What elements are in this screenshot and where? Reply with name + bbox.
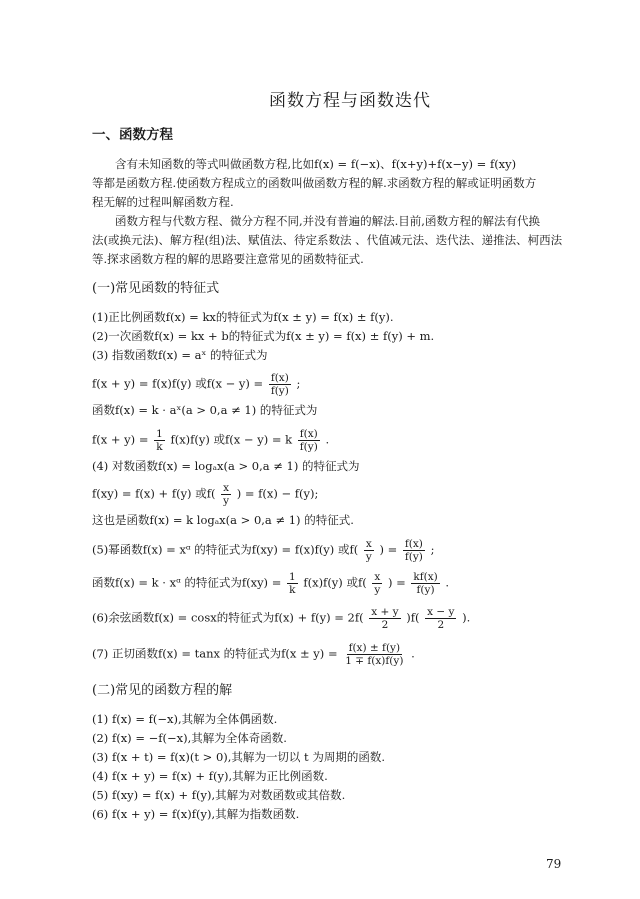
- page-number: 79: [546, 857, 562, 871]
- solution-item: (2) f(x) = −f(−x),其解为全体奇函数.: [92, 731, 287, 745]
- formula-cosine: [92, 606, 470, 631]
- formula-text: ) =: [387, 575, 406, 590]
- formula-text: f(x)f(y) 或f(x − y) = k: [170, 432, 293, 447]
- intro-line-1: 含有未知函数的等式叫做函数方程,比如f(x) = f(−x)、f(x+y)+f(x−y) = f(xy): [115, 157, 517, 171]
- formula-text: (6)余弦函数f(x) = cosx的特征式为f(x) + f(y) = 2f(: [92, 610, 364, 625]
- fraction: [372, 571, 382, 596]
- numerator: f(x) ± f(y): [348, 642, 401, 654]
- formula-text: .: [411, 646, 415, 661]
- page-title: 函数方程与函数迭代: [269, 91, 431, 111]
- formula-logarithmic: [92, 482, 318, 507]
- fraction: [154, 428, 165, 453]
- denominator: 1 ∓ f(x)f(y): [345, 655, 404, 667]
- numerator: x + y: [371, 606, 399, 618]
- intro-line-6: 等.探求函数方程的解的思路要注意常见的函数特征式.: [92, 252, 364, 266]
- item-exponential: (3) 指数函数f(x) = aˣ 的特征式为: [92, 348, 268, 362]
- formula-scaled-power: [92, 571, 449, 596]
- formula-text: f(x)f(y) 或f(: [303, 575, 367, 590]
- fraction: [287, 571, 298, 596]
- numerator: 1: [289, 571, 296, 583]
- subsection-heading-common-solutions: (二)常见的函数方程的解: [92, 683, 233, 698]
- formula-text: ) =: [379, 542, 398, 557]
- solution-item: (3) f(x + t) = f(x)(t > 0),其解为一切以 t 为周期的函数.: [92, 750, 385, 764]
- formula-scaled-exponential: [92, 428, 329, 453]
- fraction: [425, 606, 456, 631]
- denominator: f(y): [299, 441, 318, 453]
- fraction: [298, 428, 320, 453]
- formula-text: ;: [430, 542, 435, 557]
- solution-item: (5) f(xy) = f(x) + f(y),其解为对数函数或其倍数.: [92, 788, 346, 802]
- formula-text: f(x + y) = f(x)f(y) 或f(x − y) =: [92, 376, 264, 391]
- numerator: f(x): [404, 538, 423, 550]
- denominator: f(y): [404, 551, 423, 563]
- intro-line-4: 函数方程与代数方程、微分方程不同,并没有普遍的解法.目前,函数方程的解法有代换: [115, 214, 540, 228]
- denominator: f(y): [416, 584, 435, 596]
- fraction: [369, 606, 400, 631]
- fraction: [343, 642, 405, 667]
- numerator: f(x): [299, 428, 318, 440]
- denominator: y: [223, 495, 230, 507]
- formula-text: ).: [462, 610, 471, 625]
- formula-text: 函数f(x) = k · xᵅ 的特征式为f(xy) =: [92, 575, 282, 590]
- denominator: y: [365, 551, 372, 563]
- fraction: [269, 372, 291, 397]
- fraction: [221, 482, 231, 507]
- intro-line-5: 法(或换元法)、解方程(组)法、赋值法、待定系数法 、代值减元法、迭代法、递推法、柯西法: [92, 233, 563, 247]
- formula-text: ;: [296, 376, 301, 391]
- formula-exponential: [92, 372, 300, 397]
- fraction: [364, 538, 374, 563]
- formula-text: ) = f(x) − f(y);: [236, 486, 319, 501]
- solution-item: (4) f(x + y) = f(x) + f(y),其解为正比例函数.: [92, 769, 328, 783]
- item-linear-proportional: (1)正比例函数f(x) = kx的特征式为f(x ± y) = f(x) ± f(y).: [92, 310, 394, 324]
- numerator: x − y: [427, 606, 455, 618]
- section-heading-functional-equations: 一、函数方程: [92, 127, 173, 143]
- formula-tangent: [92, 642, 415, 667]
- denominator: k: [156, 441, 163, 453]
- denominator: 2: [381, 619, 389, 631]
- item-scaled-exponential: 函数f(x) = k · aˣ(a > 0,a ≠ 1) 的特征式为: [92, 403, 318, 417]
- denominator: f(y): [270, 385, 289, 397]
- intro-line-2: 等都是函数方程.使函数方程成立的函数叫做函数方程的解.求函数方程的解或证明函数方: [92, 176, 537, 190]
- denominator: k: [289, 584, 296, 596]
- formula-text: (5)幂函数f(x) = xᵅ 的特征式为f(xy) = f(x)f(y) 或f(: [92, 542, 359, 557]
- numerator: x: [223, 482, 230, 494]
- formula-text: )f(: [406, 610, 420, 625]
- intro-line-3: 程无解的过程叫解函数方程.: [92, 195, 234, 209]
- solution-item: (1) f(x) = f(−x),其解为全体偶函数.: [92, 712, 278, 726]
- formula-text: f(xy) = f(x) + f(y) 或f(: [92, 486, 216, 501]
- numerator: x: [374, 571, 381, 583]
- formula-text: f(x + y) =: [92, 432, 149, 447]
- item-linear-function: (2)一次函数f(x) = kx + b的特征式为f(x ± y) = f(x) ± f(y) + m.: [92, 329, 435, 343]
- numerator: x: [365, 538, 372, 550]
- subsection-heading-characteristic-forms: (一)常见函数的特征式: [92, 281, 220, 296]
- formula-text: .: [445, 575, 450, 590]
- item-logarithmic: (4) 对数函数f(x) = logₐx(a > 0,a ≠ 1) 的特征式为: [92, 459, 360, 473]
- fraction: [411, 571, 439, 596]
- formula-text: .: [325, 432, 330, 447]
- fraction: [403, 538, 425, 563]
- formula-text: (7) 正切函数f(x) = tanx 的特征式为f(x ± y) =: [92, 646, 338, 661]
- formula-power: [92, 538, 434, 563]
- item-scaled-logarithmic: 这也是函数f(x) = k logₐx(a > 0,a ≠ 1) 的特征式.: [92, 513, 354, 527]
- solution-item: (6) f(x + y) = f(x)f(y),其解为指数函数.: [92, 807, 300, 821]
- denominator: 2: [437, 619, 445, 631]
- numerator: 1: [156, 428, 163, 440]
- denominator: y: [374, 584, 381, 596]
- numerator: f(x): [270, 372, 289, 384]
- numerator: kf(x): [413, 571, 438, 583]
